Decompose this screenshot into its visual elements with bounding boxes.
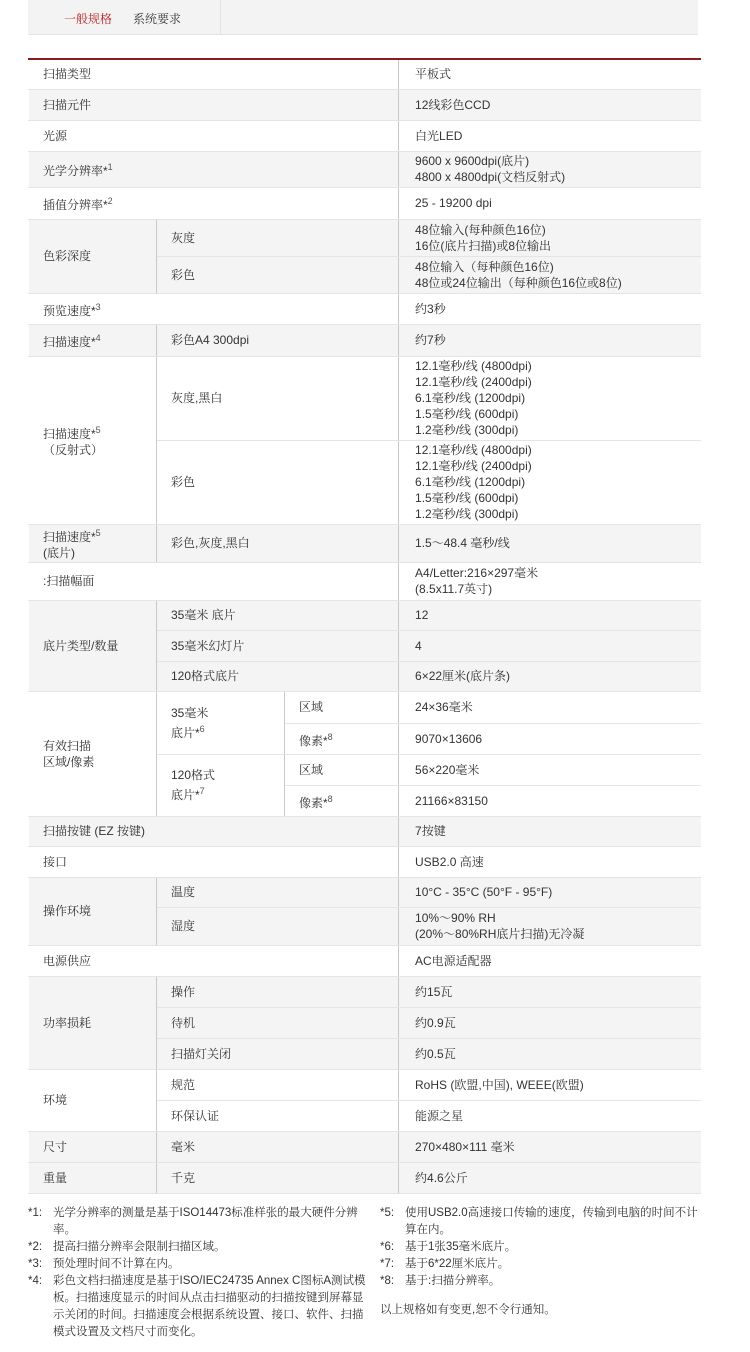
- spec-label: 尺寸: [29, 1131, 157, 1162]
- spec-value: 10°C - 35°C (50°F - 95°F): [399, 877, 701, 907]
- spec-label: 环境: [29, 1069, 157, 1131]
- table-row: [29, 151, 701, 187]
- footnote: *7: 基于6*22厘米底片。: [380, 1258, 510, 1270]
- spec-value: 1.5～48.4 毫秒/线: [399, 524, 701, 562]
- spec-sublabel: 环保认证: [157, 1100, 399, 1131]
- spec-value: 平板式: [399, 59, 701, 89]
- spec-sublabel: 35毫米 底片: [157, 600, 399, 630]
- spec-label: 扫描类型: [29, 59, 399, 89]
- spec-value: 白光LED: [399, 120, 701, 151]
- tab-general-specs[interactable]: 一般规格: [64, 12, 113, 26]
- table-row: [29, 219, 701, 256]
- spec-sublabel: 120格式 底片*$^7$: [157, 754, 285, 816]
- spec-value: 12.1毫秒/线 (4800dpi) 12.1毫秒/线 (2400dpi) 6.1毫秒/线 (1200dpi) 1.5毫秒/线 (600dpi) 1.2毫秒/线 (300dpi): [399, 440, 701, 524]
- table-row: [29, 1131, 701, 1162]
- table-row: [29, 1069, 701, 1100]
- spec-value: 6×22厘米(底片条): [399, 661, 701, 691]
- spec-sublabel: 彩色: [157, 440, 399, 524]
- spec-value: 约7秒: [399, 324, 701, 356]
- spec-sublabel: 彩色A4 300dpi: [157, 324, 399, 356]
- spec-value: 4: [399, 630, 701, 661]
- spec-value: 10%～90% RH (20%～80%RH底片扫描)无冷凝: [399, 907, 701, 945]
- footnotes-left: [28, 1205, 368, 1341]
- spec-label: 扫描元件: [29, 89, 399, 120]
- spec-value: 约3秒: [399, 293, 701, 324]
- table-row: [29, 691, 701, 723]
- tab-system-requirements[interactable]: 系统要求: [133, 12, 182, 26]
- spec-label: 扫描速度*$^5$ (底片): [29, 524, 157, 562]
- spec-label: 扫描按键 (EZ 按键): [29, 816, 399, 846]
- table-row: [29, 187, 701, 219]
- footnote: *4: 彩色文档扫描速度是基于ISO/IEC24735 Annex C图标A测试模板。扫描速度显示的时间从点击扫描驱动的扫描按键到屏幕显示关闭的时间。扫描速度会根据系统设置、接口、软件、扫描模式设置及文档尺寸而变化。: [28, 1275, 366, 1338]
- table-row: [29, 600, 701, 630]
- spec-label: 色彩深度: [29, 219, 157, 293]
- spec-sublabel: 像素*$^8$: [285, 785, 399, 816]
- table-row: [29, 120, 701, 151]
- spec-sublabel: 扫描灯关闭: [157, 1038, 399, 1069]
- spec-sublabel: 操作: [157, 976, 399, 1007]
- spec-label: 有效扫描 区域/像素: [29, 691, 157, 816]
- spec-label: 预览速度*$^3$: [29, 293, 399, 324]
- spec-table: [28, 58, 701, 1194]
- spec-sublabel: 彩色: [157, 256, 399, 293]
- spec-label: 操作环境: [29, 877, 157, 945]
- spec-sublabel: 120格式底片: [157, 661, 399, 691]
- footnotes-right: [380, 1205, 700, 1331]
- spec-label: 扫描速度*$^4$: [29, 324, 157, 356]
- tab-divider: [220, 0, 221, 34]
- spec-value: A4/Letter:216×297毫米 (8.5x11.7英寸): [399, 562, 701, 600]
- table-row: [29, 324, 701, 356]
- spec-value: 7按键: [399, 816, 701, 846]
- spec-value: 约0.9瓦: [399, 1007, 701, 1038]
- spec-label: 底片类型/数量: [29, 600, 157, 691]
- spec-label: 重量: [29, 1162, 157, 1193]
- spec-value: 约4.6公斤: [399, 1162, 701, 1193]
- spec-sublabel: 35毫米 底片*$^6$: [157, 691, 285, 754]
- table-row: [29, 877, 701, 907]
- spec-sublabel: 温度: [157, 877, 399, 907]
- spec-sublabel: 千克: [157, 1162, 399, 1193]
- spec-value: 270×480×111 毫米: [399, 1131, 701, 1162]
- footnote: *6: 基于1张35毫米底片。: [380, 1241, 517, 1253]
- footnote: *8: 基于:扫描分辨率。: [380, 1275, 501, 1287]
- spec-value: 9600 x 9600dpi(底片) 4800 x 4800dpi(文档反射式): [399, 151, 701, 187]
- spec-sublabel: 湿度: [157, 907, 399, 945]
- spec-sublabel: 待机: [157, 1007, 399, 1038]
- spec-label: 功率损耗: [29, 976, 157, 1069]
- spec-sublabel: 灰度,黑白: [157, 356, 399, 440]
- tab-bar: [28, 0, 698, 35]
- spec-value: 21166×83150: [399, 785, 701, 816]
- spec-sublabel: 彩色,灰度,黑白: [157, 524, 399, 562]
- table-row: [29, 562, 701, 600]
- spec-sublabel: 灰度: [157, 219, 399, 256]
- spec-label: 光源: [29, 120, 399, 151]
- footnote: *3: 预处理时间不计算在内。: [28, 1258, 180, 1270]
- spec-sublabel: 区域: [285, 754, 399, 785]
- spec-label: 电源供应: [29, 945, 399, 976]
- spec-sublabel: 规范: [157, 1069, 399, 1100]
- footnote: *2: 提高扫描分辨率会限制扫描区域。: [28, 1241, 226, 1253]
- spec-label: 插值分辨率*$^2$: [29, 187, 399, 219]
- spec-value: RoHS (欧盟,中国), WEEE(欧盟): [399, 1069, 701, 1100]
- spec-value: 9070×13606: [399, 723, 701, 754]
- spec-label: :扫描幅面: [29, 562, 399, 600]
- spec-value: 约0.5瓦: [399, 1038, 701, 1069]
- spec-label: 光学分辨率*$^1$: [29, 151, 399, 187]
- table-row: [29, 1162, 701, 1193]
- table-row: [29, 356, 701, 440]
- spec-label: 接口: [29, 846, 399, 877]
- table-row: [29, 816, 701, 846]
- table-row: [29, 945, 701, 976]
- spec-sublabel: 区域: [285, 691, 399, 723]
- spec-value: 48位输入（每种颜色16位) 48位或24位输出（每种颜色16位或8位): [399, 256, 701, 293]
- spec-value: 25 - 19200 dpi: [399, 187, 701, 219]
- spec-value: USB2.0 高速: [399, 846, 701, 877]
- footnote: *5: 使用USB2.0高速接口传输的速度，传输到电脑的时间不计算在内。: [380, 1207, 698, 1236]
- footnote: *1: 光学分辨率的测量是基于ISO14473标准样张的最大硬件分辨率。: [28, 1207, 358, 1236]
- table-row: [29, 846, 701, 877]
- spec-sublabel: 像素*$^8$: [285, 723, 399, 754]
- spec-value: 56×220毫米: [399, 754, 701, 785]
- spec-value: 12.1毫秒/线 (4800dpi) 12.1毫秒/线 (2400dpi) 6.1毫秒/线 (1200dpi) 1.5毫秒/线 (600dpi) 1.2毫秒/线 (300dpi): [399, 356, 701, 440]
- spec-value: 能源之星: [399, 1100, 701, 1131]
- table-row: [29, 89, 701, 120]
- spec-value: 约15瓦: [399, 976, 701, 1007]
- spec-value: 48位输入(每种颜色16位) 16位(底片扫描)或8位输出: [399, 219, 701, 256]
- disclaimer: 以上规格如有变更,恕不令行通知。: [380, 1304, 556, 1316]
- spec-value: 24×36毫米: [399, 691, 701, 723]
- table-row: [29, 524, 701, 562]
- table-row: [29, 976, 701, 1007]
- spec-value: AC电源适配器: [399, 945, 701, 976]
- spec-sublabel: 35毫米幻灯片: [157, 630, 399, 661]
- spec-label: 扫描速度*$^5$ （反射式）: [29, 356, 157, 524]
- table-row: [29, 59, 701, 89]
- spec-value: 12: [399, 600, 701, 630]
- table-row: [29, 293, 701, 324]
- spec-value: 12线彩色CCD: [399, 89, 701, 120]
- spec-sublabel: 毫米: [157, 1131, 399, 1162]
